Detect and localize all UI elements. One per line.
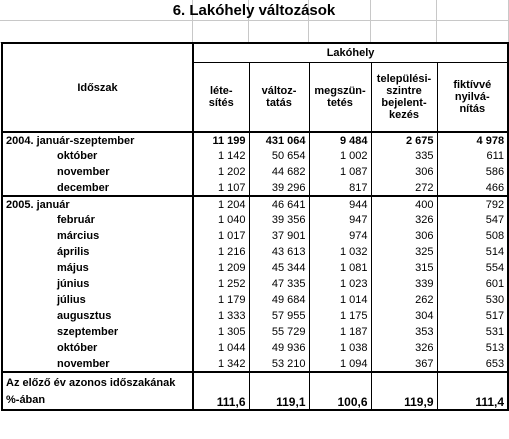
- cell-value: 304: [371, 308, 437, 324]
- column-header: fiktívvé nyilvá- nítás: [437, 62, 508, 132]
- cell-value: 400: [371, 196, 437, 212]
- cell-value: 792: [437, 196, 508, 212]
- cell-value: 1 187: [309, 324, 371, 340]
- cell-value: 39 356: [249, 212, 309, 228]
- cell-value: 1 040: [193, 212, 249, 228]
- row-label: 2005. január: [2, 196, 193, 212]
- table-row: [2, 164, 508, 180]
- cell-value: 53 210: [249, 356, 309, 372]
- column-header: léte- sítés: [193, 62, 249, 132]
- table-row: [2, 260, 508, 276]
- cell-value: 1 333: [193, 308, 249, 324]
- cell-value: 547: [437, 212, 508, 228]
- cell-value: 817: [309, 180, 371, 196]
- cell-value: 1 023: [309, 276, 371, 292]
- cell-value: 315: [371, 260, 437, 276]
- row-label: június: [2, 276, 193, 292]
- cell-value: 1 002: [309, 148, 371, 164]
- cell-value: 1 342: [193, 356, 249, 372]
- cell-value: 1 305: [193, 324, 249, 340]
- cell-value: 353: [371, 324, 437, 340]
- table-row: [2, 180, 508, 196]
- footer-value: 119,9: [371, 372, 437, 410]
- cell-value: 272: [371, 180, 437, 196]
- table-row: [2, 196, 508, 212]
- footer-value: 100,6: [309, 372, 371, 410]
- cell-value: 947: [309, 212, 371, 228]
- cell-value: 531: [437, 324, 508, 340]
- cell-value: 586: [437, 164, 508, 180]
- cell-value: 601: [437, 276, 508, 292]
- column-header: változ- tatás: [249, 62, 309, 132]
- row-label: december: [2, 180, 193, 196]
- cell-value: 1 204: [193, 196, 249, 212]
- cell-value: 514: [437, 244, 508, 260]
- cell-value: 554: [437, 260, 508, 276]
- table-row: [2, 308, 508, 324]
- cell-value: 55 729: [249, 324, 309, 340]
- cell-value: 530: [437, 292, 508, 308]
- cell-value: 326: [371, 340, 437, 356]
- cell-value: 1 094: [309, 356, 371, 372]
- table-row: [2, 324, 508, 340]
- cell-value: 1 252: [193, 276, 249, 292]
- cell-value: 466: [437, 180, 508, 196]
- cell-value: 517: [437, 308, 508, 324]
- row-label: október: [2, 148, 193, 164]
- cell-value: 4 978: [437, 132, 508, 148]
- cell-value: 1 044: [193, 340, 249, 356]
- cell-value: 1 216: [193, 244, 249, 260]
- cell-value: 326: [371, 212, 437, 228]
- cell-value: 1 107: [193, 180, 249, 196]
- cell-value: 1 014: [309, 292, 371, 308]
- footer-row: [2, 372, 508, 410]
- cell-value: 1 179: [193, 292, 249, 308]
- cell-value: 974: [309, 228, 371, 244]
- cell-value: 1 175: [309, 308, 371, 324]
- cell-value: 44 682: [249, 164, 309, 180]
- cell-value: 39 296: [249, 180, 309, 196]
- row-label: május: [2, 260, 193, 276]
- column-header: települési- szintre bejelent- kezés: [371, 62, 437, 132]
- cell-value: 43 613: [249, 244, 309, 260]
- cell-value: 1 087: [309, 164, 371, 180]
- row-label: április: [2, 244, 193, 260]
- cell-value: 306: [371, 228, 437, 244]
- table-row: [2, 244, 508, 260]
- table-row: [2, 356, 508, 372]
- footer-label: Az előző év azonos időszakának %-ában: [2, 372, 193, 410]
- table-row: [2, 132, 508, 148]
- cell-value: 45 344: [249, 260, 309, 276]
- row-label: november: [2, 164, 193, 180]
- row-label: július: [2, 292, 193, 308]
- row-label: szeptember: [2, 324, 193, 340]
- cell-value: 367: [371, 356, 437, 372]
- cell-value: 50 654: [249, 148, 309, 164]
- table-row: [2, 276, 508, 292]
- cell-value: 57 955: [249, 308, 309, 324]
- page-title: 6. Lakóhely változások: [172, 2, 336, 19]
- cell-value: 37 901: [249, 228, 309, 244]
- cell-value: 262: [371, 292, 437, 308]
- cell-value: 611: [437, 148, 508, 164]
- cell-value: 1 202: [193, 164, 249, 180]
- footer-value: 119,1: [249, 372, 309, 410]
- footer-value: 111,6: [193, 372, 249, 410]
- cell-value: 339: [371, 276, 437, 292]
- cell-value: 325: [371, 244, 437, 260]
- cell-value: 431 064: [249, 132, 309, 148]
- row-label: november: [2, 356, 193, 372]
- footer-value: 111,4: [437, 372, 508, 410]
- table-row: [2, 212, 508, 228]
- cell-value: 508: [437, 228, 508, 244]
- cell-value: 2 675: [371, 132, 437, 148]
- data-table: [1, 42, 509, 411]
- cell-value: 46 641: [249, 196, 309, 212]
- row-label: február: [2, 212, 193, 228]
- cell-value: 49 936: [249, 340, 309, 356]
- cell-value: 1 142: [193, 148, 249, 164]
- cell-value: 1 017: [193, 228, 249, 244]
- period-header: Időszak: [2, 43, 193, 132]
- cell-value: 653: [437, 356, 508, 372]
- cell-value: 47 335: [249, 276, 309, 292]
- cell-value: 335: [371, 148, 437, 164]
- cell-value: 513: [437, 340, 508, 356]
- row-label: október: [2, 340, 193, 356]
- cell-value: 1 032: [309, 244, 371, 260]
- cell-value: 11 199: [193, 132, 249, 148]
- table-row: [2, 292, 508, 308]
- cell-value: 944: [309, 196, 371, 212]
- cell-value: 1 038: [309, 340, 371, 356]
- cell-value: 306: [371, 164, 437, 180]
- row-label: 2004. január-szeptember: [2, 132, 193, 148]
- cell-value: 9 484: [309, 132, 371, 148]
- cell-value: 1 209: [193, 260, 249, 276]
- column-header: megszün- tetés: [309, 62, 371, 132]
- table-row: [2, 148, 508, 164]
- cell-value: 1 081: [309, 260, 371, 276]
- cell-value: 49 684: [249, 292, 309, 308]
- row-label: augusztus: [2, 308, 193, 324]
- table-row: [2, 228, 508, 244]
- header-row-group: [2, 43, 508, 62]
- table-row: [2, 340, 508, 356]
- group-header: Lakóhely: [193, 43, 508, 62]
- row-label: március: [2, 228, 193, 244]
